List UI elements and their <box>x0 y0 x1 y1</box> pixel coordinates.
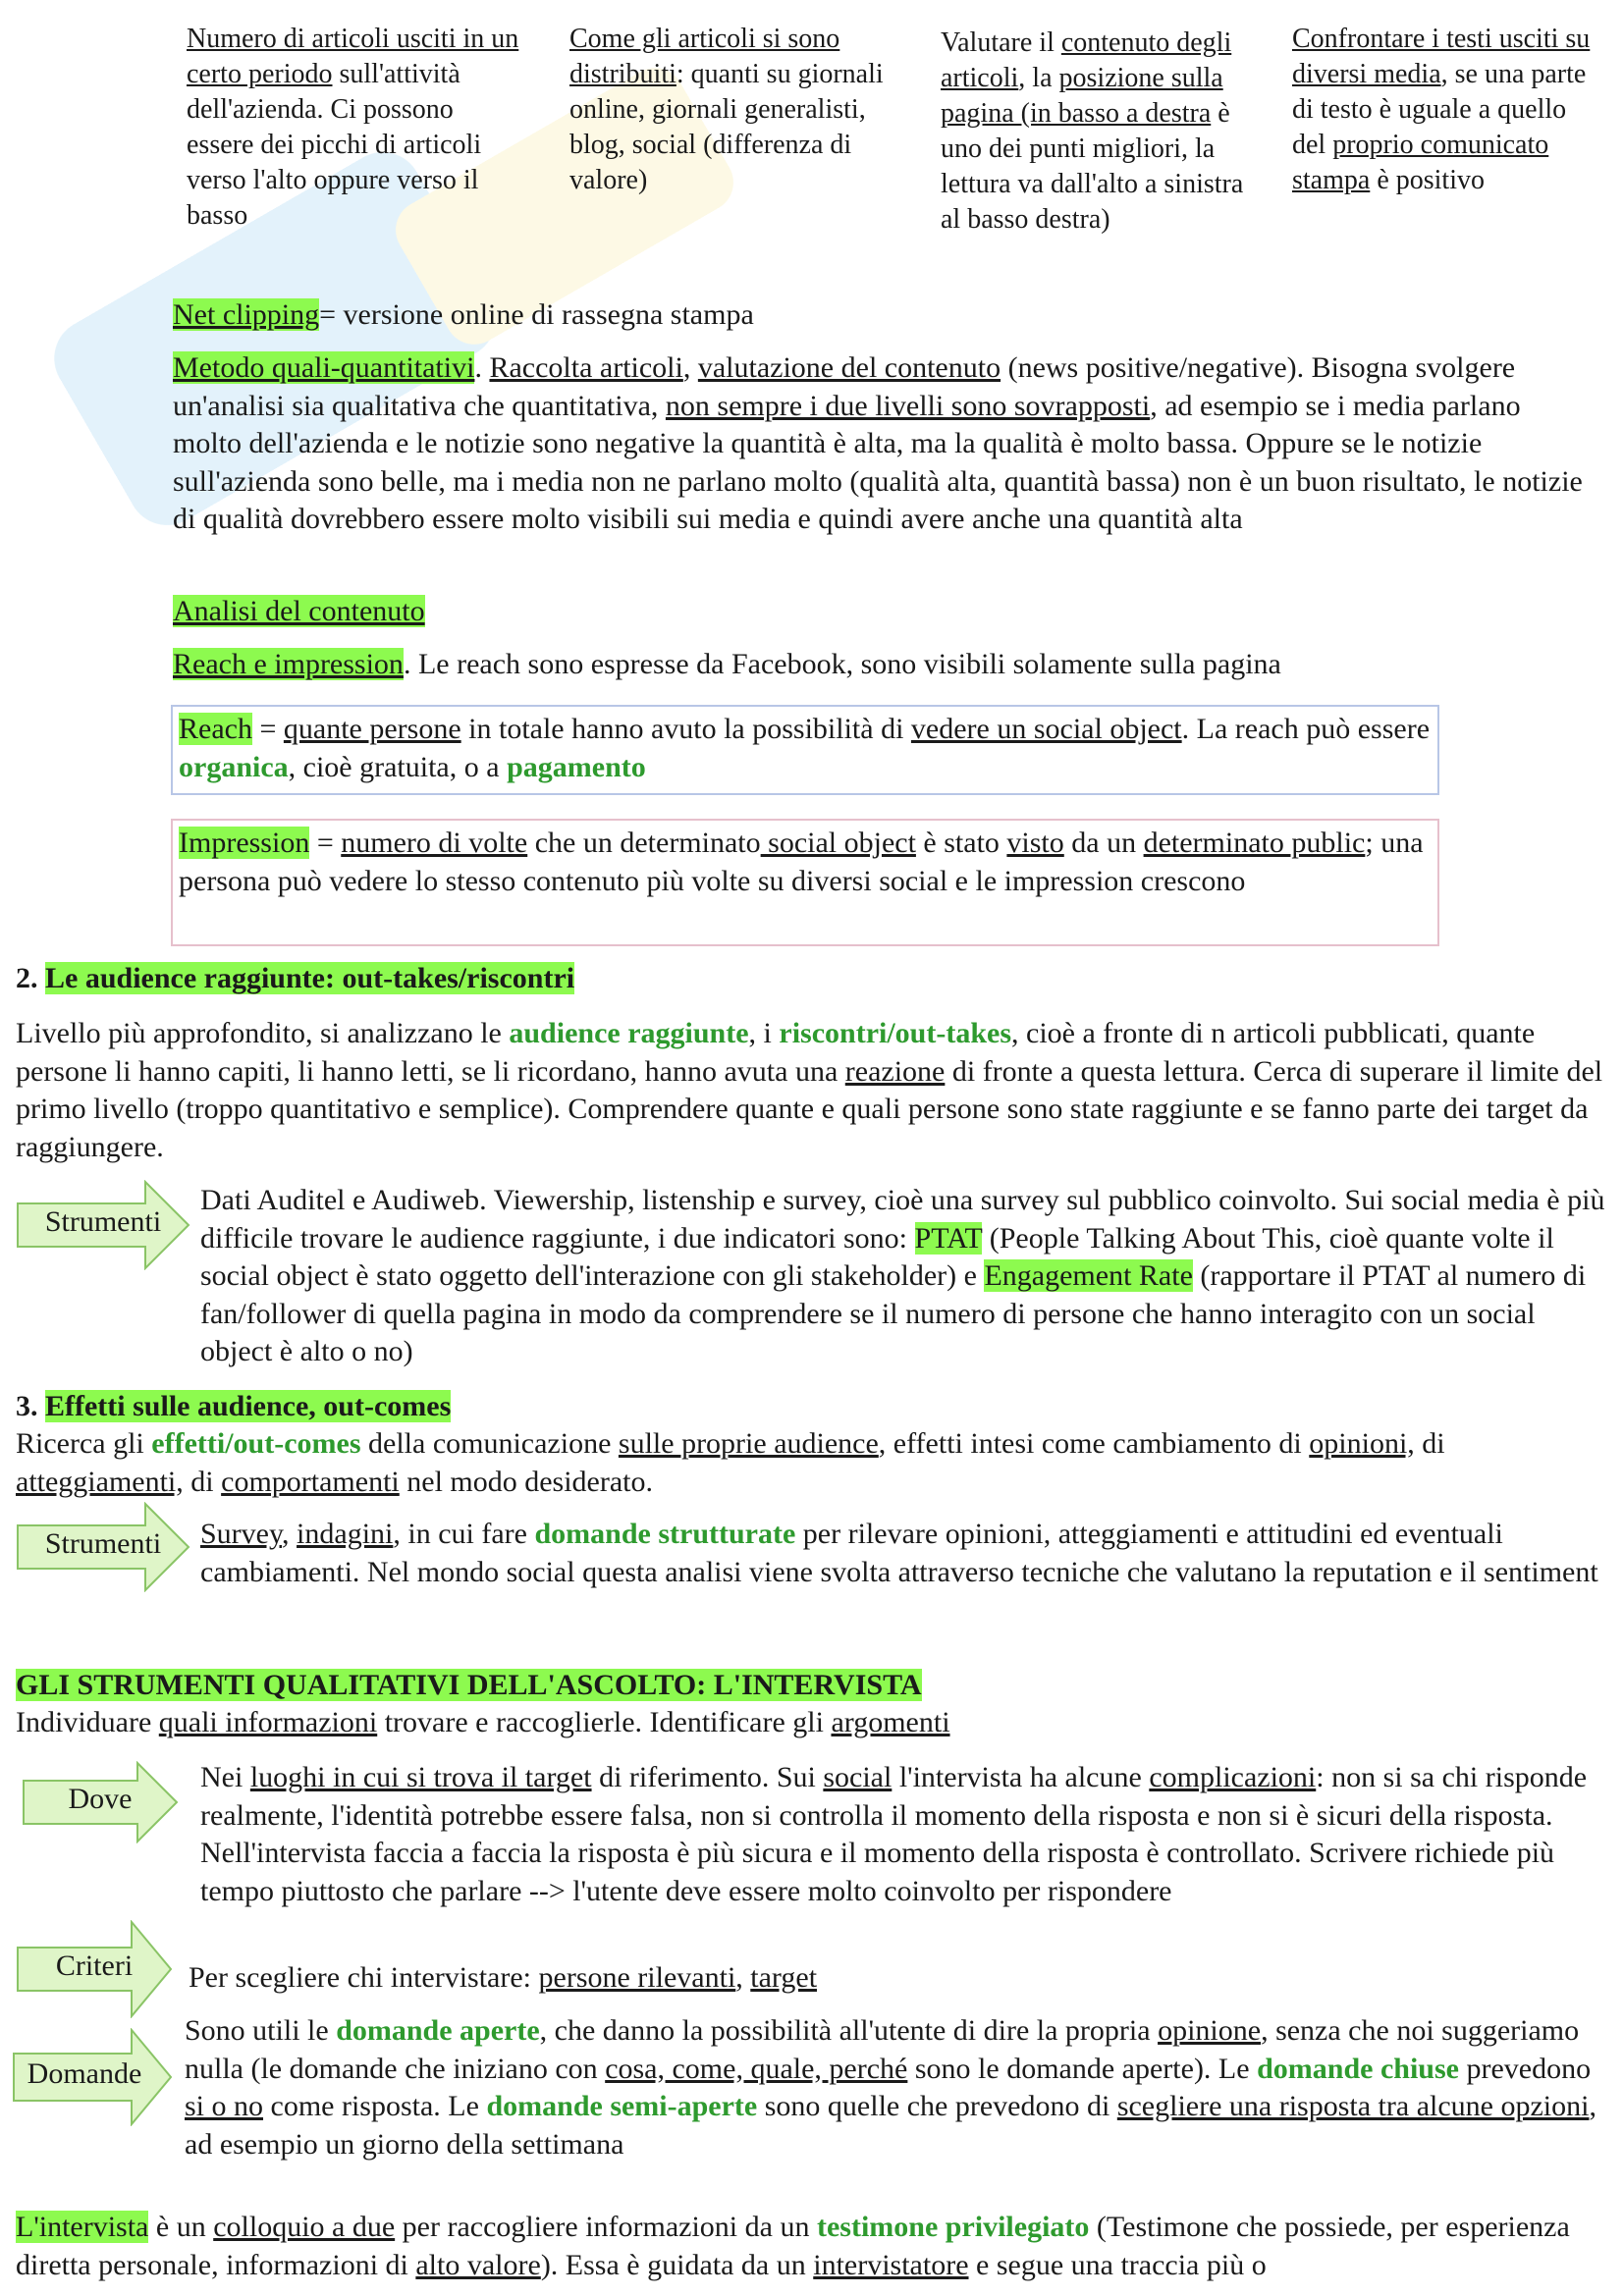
dove-label: Dove <box>68 1783 133 1815</box>
sec4-u1: quali informazioni <box>158 1706 378 1738</box>
section-3-paragraph <box>16 1425 1616 1501</box>
final-u2: alto valore <box>415 2248 541 2281</box>
sec3-t2: della comunicazione <box>360 1427 619 1460</box>
sec4-t2: trovare e raccoglierle. Identificare gli <box>377 1706 832 1738</box>
sec3-s3: per rilevare opinioni, atteggiamenti e attitudini ed eventuali cambiamenti. Nel mondo social questa analisi viene svolta attraverso tecniche che valutano la reputation e il sentiment <box>200 1518 1598 1588</box>
final-t5: e segue una traccia più o <box>968 2248 1267 2281</box>
sec2-t1: Livello più approfondito, si analizzano le <box>16 1017 510 1049</box>
sec4-d-u1: luoghi in cui si trova il target <box>249 1761 592 1793</box>
reach-t3: , cioè gratuita, o a <box>288 750 508 783</box>
metodo-p5: , ad esempio se i media parlano molto dell'azienda e le notizie sono negative la quantità è alta, ma la qualità è molto bassa. Oppure se le notizie sull'azienda sono belle, ma i media non ne parlano molto (qualità alta, quantità bassa) non è un buon risultato, le notizie di qualità dovrebbero essere molto visibili sui media e quindi avere anche una quantità alta <box>173 389 1583 535</box>
sec3-s-u1: Survey <box>200 1518 283 1550</box>
sec3-t6: nel modo desiderato. <box>399 1465 654 1498</box>
impression-t3: da un <box>1063 827 1144 859</box>
sec4-q3: , senza che noi suggeriamo nulla (le domande che iniziano con <box>185 2014 1580 2085</box>
reach-g1: organica <box>179 750 289 783</box>
reach-u1: quante persone <box>283 713 461 745</box>
impression-t4: ; una persona può vedere lo stesso contenuto più volte su diversi social e le impression crescono <box>179 827 1424 897</box>
reach-box <box>171 705 1439 795</box>
strumenti-text-1 <box>200 1182 1606 1371</box>
sec2-num: 2. <box>16 962 45 994</box>
sec3-s2: , in cui fare <box>393 1518 535 1550</box>
sec2-s1: Dati Auditel e Audiweb. Viewership, listenship e survey, cioè una survey sul pubblico coinvolto. Sui social media è più difficile trovare le audience raggiunte, i due indicatori sono: <box>200 1184 1605 1255</box>
final-t4: ). Essa è guidata da un <box>540 2248 814 2281</box>
net-clipping-line <box>173 296 1587 335</box>
metodo-p1: Raccolta articoli <box>489 351 683 384</box>
sec4-c1: Per scegliere chi intervistare: <box>189 1961 539 1994</box>
column-3: Valutare il contenuto degli articoli, la posizione sulla pagina (in basso a destra è uno dei punti migliori, la lettura va dall'alto a sinistra al basso destra) <box>941 27 1244 235</box>
impression-u1: numero di volte <box>341 827 528 859</box>
sec3-s1: , <box>282 1518 298 1550</box>
sec4-q-g1: domande aperte <box>336 2014 540 2047</box>
sec3-t5: di <box>183 1465 222 1498</box>
section-3-heading <box>16 1388 451 1426</box>
reach-u2: vedere un social object <box>910 713 1182 745</box>
final-t1: è un <box>148 2211 214 2243</box>
strumenti-text-2 <box>200 1516 1606 1591</box>
sec3-u1: sulle proprie audience <box>618 1427 879 1460</box>
sec3-s-g: domande strutturate <box>534 1518 796 1550</box>
sec4-q-u1: opinione <box>1158 2014 1262 2047</box>
metodo-p4: non sempre i due livelli sono sovrapposti <box>665 389 1151 422</box>
sec4-d-u3: complicazioni <box>1149 1761 1317 1793</box>
net-clipping-term: Net clipping <box>173 298 320 331</box>
sec3-u4: comportamenti <box>221 1465 400 1498</box>
sec2-s3: (rapportare il PTAT al numero di fan/follower di quella pagina in modo da comprendere se il numero di persone che hanno interagito con un social object è alto o no) <box>200 1259 1587 1367</box>
sec3-u2: opinioni, <box>1309 1427 1415 1460</box>
sec3-g1: effetti/out-comes <box>151 1427 361 1460</box>
sec2-t2: , i <box>748 1017 780 1049</box>
impression-t2: è stato <box>915 827 1007 859</box>
section-2-paragraph <box>16 1015 1616 1166</box>
criteri-arrow <box>16 1920 173 2018</box>
metodo-p3: (news positive/negative). Bisogna svolgere un'analisi sia qualitativa che quantitativa, <box>173 351 1516 422</box>
analisi-term: Analisi del contenuto <box>173 595 425 627</box>
sec4-q-g2: domande chiuse <box>1257 2052 1459 2085</box>
sec4-q-g3: domande semi-aperte <box>486 2090 758 2122</box>
reach-g2: pagamento <box>507 750 646 783</box>
sec4-title: GLI STRUMENTI QUALITATIVI DELL'ASCOLTO: L'INTERVISTA <box>16 1669 922 1701</box>
dove-arrow <box>22 1761 179 1843</box>
sec4-q8: , ad esempio un giorno della settimana <box>185 2090 1596 2161</box>
domande-text <box>185 2012 1606 2163</box>
reach-eq: = <box>251 713 284 745</box>
final-t3: (Testimone che possiede, per esperienza diretta personale, informazioni di <box>16 2211 1570 2281</box>
metodo-term: Metodo quali-quantitativi <box>173 351 475 384</box>
sec4-d3: l'intervista ha alcune <box>892 1761 1150 1793</box>
sec3-t4: di <box>1414 1427 1445 1460</box>
sec2-g2: riscontri/out-takes <box>779 1017 1012 1049</box>
column-2: Come gli articoli si sono distribuiti: quanti su giornali online, giornali generalisti, blog, social (differenza di valore) <box>569 24 884 195</box>
final-paragraph <box>16 2209 1616 2284</box>
impression-t1: che un determinato <box>527 827 761 859</box>
column-4: Confrontare i testi usciti su diversi media, se una parte di testo è uguale a quello del proprio comunicato stampa è positivo <box>1292 24 1591 195</box>
impression-u2: social object <box>760 827 916 859</box>
ptat-term: PTAT <box>914 1221 983 1255</box>
reach-impression-term: Reach e impression <box>173 648 404 680</box>
sec3-title: Effetti sulle audience, out-comes <box>45 1390 452 1422</box>
strumenti-label-2: Strumenti <box>44 1527 162 1560</box>
sec2-u1: reazione <box>844 1054 946 1088</box>
reach-t2: . La reach può essere <box>1181 713 1431 745</box>
impression-u3: visto <box>1006 827 1064 859</box>
sec4-q-u2: cosa, come, quale, perché <box>605 2052 908 2085</box>
sec4-q-u4: scegliere una risposta tra alcune opzioni <box>1116 2090 1590 2122</box>
final-u3: intervistatore <box>813 2248 969 2281</box>
domande-arrow <box>12 2028 173 2126</box>
sec4-q6: come risposta. Le <box>263 2090 487 2122</box>
strumenti-arrow-1 <box>16 1180 190 1270</box>
final-h: L'intervista <box>16 2211 149 2243</box>
reach-impression-line <box>173 646 1596 684</box>
domande-label: Domande <box>27 2057 142 2090</box>
column-1: Numero di articoli usciti in un certo periodo sull'attività dell'azienda. Ci possono essere dei picchi di articoli verso l'alto oppure verso il basso <box>187 24 519 231</box>
sec4-c2: , <box>735 1961 751 1994</box>
sec3-t3: , effetti intesi come cambiamento di <box>878 1427 1310 1460</box>
reach-impression-text: . Le reach sono espresse da Facebook, sono visibili solamente sulla pagina <box>403 648 1281 680</box>
sec2-t4: di fronte a questa lettura. Cerca di superare il limite del primo livello (troppo quantitativo e semplice). Comprendere quante e quali persone sono state raggiunte e se fanno parte dei target da raggiungere. <box>16 1054 1603 1163</box>
final-t2: per raccogliere informazioni da un <box>395 2211 817 2243</box>
sec3-u3: atteggiamenti, <box>16 1465 184 1498</box>
sec4-u2: argomenti <box>831 1706 950 1738</box>
section-4-intro <box>16 1704 1616 1742</box>
sec4-d-u2: social <box>823 1761 893 1793</box>
sec4-t1: Individuare <box>16 1706 159 1738</box>
sec2-title: Le audience raggiunte: out-takes/riscontri <box>45 962 575 994</box>
final-u1: colloquio a due <box>213 2211 396 2243</box>
engagement-rate-term: Engagement Rate <box>984 1259 1193 1292</box>
section-2-heading <box>16 960 574 998</box>
sec4-q1: Sono utili le <box>185 2014 337 2047</box>
final-g1: testimone privilegiato <box>816 2211 1090 2243</box>
sec4-q-u3: si o no <box>185 2090 264 2122</box>
strumenti-arrow-2 <box>16 1502 190 1592</box>
section-4-heading <box>16 1667 922 1705</box>
analisi-heading <box>173 593 425 631</box>
sec4-q4: sono le domande aperte). Le <box>907 2052 1258 2085</box>
sec3-num: 3. <box>16 1390 45 1422</box>
impression-term: Impression <box>179 827 310 859</box>
impression-box <box>171 819 1439 946</box>
sec2-t3: , cioè a fronte di n articoli pubblicati, quante persone li hanno capiti, li hanno letti, se li ricordano, hanno avuta una <box>16 1017 1536 1088</box>
reach-term: Reach <box>179 713 252 745</box>
strumenti-label-1: Strumenti <box>44 1205 162 1238</box>
sec4-q2: , che danno la possibilità all'utente di dire la propria <box>539 2014 1159 2047</box>
sec2-g1: audience raggiunte <box>509 1017 749 1049</box>
sec4-d2: di riferimento. Sui <box>591 1761 824 1793</box>
sec3-t1: Ricerca gli <box>16 1427 152 1460</box>
net-clipping-text: = versione online di rassegna stampa <box>319 298 754 331</box>
impression-u4: determinato public <box>1143 827 1366 859</box>
metodo-paragraph: Metodo quali-quantitativi. Raccolta articoli, valutazione del contenuto (news positive/negative). Bisogna svolgere un'analisi sia qualitativa che quantitativa, non sempre i due livelli sono sovrapposti, ad esempio se i media parlano molto dell'azienda e le notizie sono negative la quantità è alta, ma la qualità è molto bassa. Oppure se le notizie sull'azienda sono belle, ma i media non ne parlano molto (qualità alta, quantità bassa) non è un buon risultato, le notizie di qualità dovrebbero essere molto visibili sui media e quindi avere anche una quantità alta <box>173 351 1583 535</box>
sec4-d1: Nei <box>200 1761 250 1793</box>
sec2-s2: (People Talking About This, cioè quante volte il social object è stato oggetto dell'interazione con gli stakeholder) e <box>200 1221 1554 1292</box>
impression-eq: = <box>309 827 342 859</box>
reach-t1: in totale hanno avuto la possibilità di <box>460 713 911 745</box>
sec3-s-u2: indagini <box>297 1518 394 1550</box>
criteri-label: Criteri <box>55 1949 134 1982</box>
sec4-c-u1: persone rilevanti <box>538 1961 736 1994</box>
sec4-c-u2: target <box>750 1961 818 1994</box>
metodo-p2: valutazione del contenuto <box>697 351 1001 384</box>
criteri-text <box>189 1959 1602 1998</box>
dove-text <box>200 1759 1606 1910</box>
sec4-d4: : non si sa chi risponde realmente, l'identità potrebbe essere falsa, non si controlla il momento della risposta e non si è sicuri della risposta. Nell'intervista faccia a faccia la risposta è più sicura e il momento della risposta è controllato. Scrivere richiede più tempo piuttosto che parlare --> l'utente deve essere molto coinvolto per rispondere <box>200 1761 1588 1907</box>
sec4-q5: prevedono <box>1458 2052 1592 2085</box>
sec4-q7: sono quelle che prevedono di <box>757 2090 1117 2122</box>
